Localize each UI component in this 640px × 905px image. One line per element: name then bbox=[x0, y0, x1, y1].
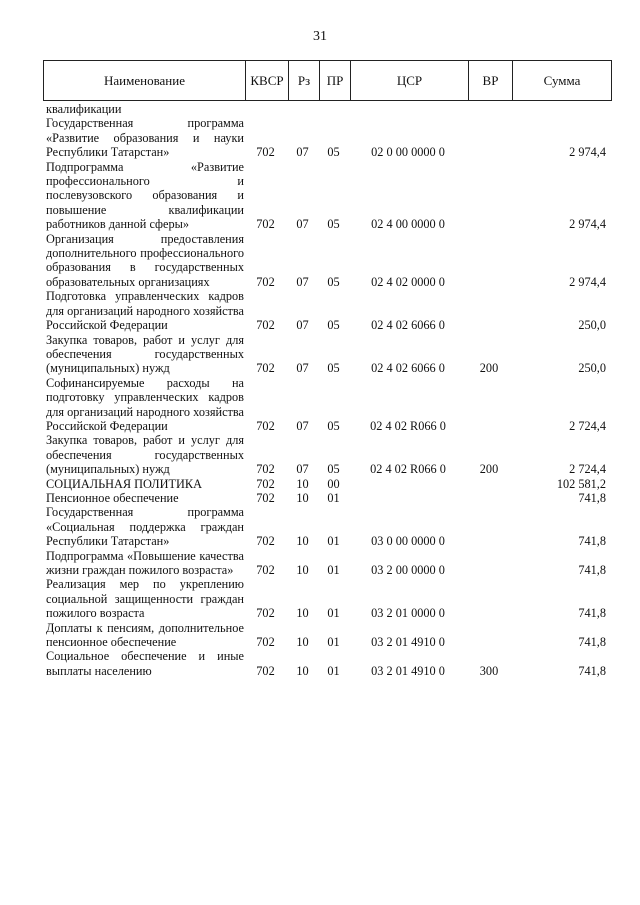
row-sum: 741,8 bbox=[578, 606, 606, 621]
row-name: Государственная программа «Социальная поддержка граждан Республики Татарстан» bbox=[46, 505, 244, 549]
row-rz: 07 bbox=[296, 318, 309, 333]
row-name: Реализация мер по укреплению социальной защищенности граждан пожилого возраста bbox=[46, 577, 244, 621]
header-sum: Сумма bbox=[512, 61, 611, 100]
table-row bbox=[46, 376, 606, 434]
row-kvsr: 702 bbox=[256, 418, 275, 433]
table-row bbox=[46, 433, 606, 476]
table-row bbox=[46, 577, 606, 620]
row-name: Подпрограмма «Развитие профессионального и послевузовского образования и повышение квалификации работников данной сферы» bbox=[46, 159, 244, 232]
row-rz: 10 bbox=[296, 635, 309, 650]
table-row bbox=[46, 232, 606, 290]
row-pr: 00 bbox=[327, 476, 340, 491]
row-rz: 07 bbox=[296, 418, 309, 433]
row-vr: 300 bbox=[479, 663, 499, 678]
table-body bbox=[46, 102, 606, 678]
row-sum: 741,8 bbox=[578, 490, 606, 505]
table-row bbox=[46, 102, 606, 116]
row-pr: 05 bbox=[327, 274, 340, 289]
row-csr: 02 4 00 0000 0 bbox=[371, 217, 445, 232]
header-rz: Рз bbox=[288, 61, 319, 100]
table-row bbox=[46, 333, 606, 376]
row-csr: 02 4 02 6066 0 bbox=[371, 318, 445, 333]
row-sum: 741,8 bbox=[578, 663, 606, 678]
row-sum: 250,0 bbox=[578, 318, 606, 333]
header-vr: ВР bbox=[468, 61, 512, 100]
row-rz: 10 bbox=[296, 606, 309, 621]
row-sum: 2 974,4 bbox=[569, 274, 606, 289]
row-sum: 2 724,4 bbox=[569, 418, 606, 433]
table-row bbox=[46, 491, 606, 505]
row-name: квалификации bbox=[46, 102, 122, 116]
header-kvsr: КВСР bbox=[245, 61, 288, 100]
row-sum: 741,8 bbox=[578, 635, 606, 650]
row-name: Социальное обеспечение и иные выплаты населению bbox=[46, 649, 244, 678]
row-kvsr: 702 bbox=[256, 606, 275, 621]
table-row bbox=[46, 621, 606, 650]
row-kvsr: 702 bbox=[256, 476, 275, 491]
row-kvsr: 702 bbox=[256, 318, 275, 333]
row-name: Закупка товаров, работ и услуг для обеспечения государственных (муниципальных) нужд bbox=[46, 332, 244, 376]
row-rz: 07 bbox=[296, 274, 309, 289]
row-rz: 07 bbox=[296, 462, 309, 477]
row-csr: 03 2 01 4910 0 bbox=[371, 635, 445, 650]
row-name: Организация предоставления дополнительного профессионального образования в государственных образовательных организациях bbox=[46, 231, 244, 289]
table-row bbox=[46, 116, 606, 159]
row-kvsr: 702 bbox=[256, 635, 275, 650]
row-pr: 01 bbox=[327, 606, 340, 621]
row-kvsr: 702 bbox=[256, 361, 275, 376]
row-rz: 10 bbox=[296, 476, 309, 491]
row-kvsr: 702 bbox=[256, 462, 275, 477]
row-csr: 02 0 00 0000 0 bbox=[371, 145, 445, 160]
row-sum: 250,0 bbox=[578, 361, 606, 376]
table-row bbox=[46, 505, 606, 548]
row-csr: 03 2 00 0000 0 bbox=[371, 563, 445, 577]
page-number: 31 bbox=[313, 29, 327, 44]
row-csr: 02 4 02 R066 0 bbox=[370, 462, 446, 477]
table-row bbox=[46, 289, 606, 332]
row-pr: 05 bbox=[327, 145, 340, 160]
table-row bbox=[46, 160, 606, 232]
row-name: Закупка товаров, работ и услуг для обеспечения государственных (муниципальных) нужд bbox=[46, 433, 244, 477]
row-kvsr: 702 bbox=[256, 490, 275, 505]
row-pr: 01 bbox=[327, 563, 340, 577]
header-csr: ЦСР bbox=[350, 61, 468, 100]
row-pr: 05 bbox=[327, 462, 340, 477]
row-name: СОЦИАЛЬНАЯ ПОЛИТИКА bbox=[46, 476, 203, 491]
row-name: Государственная программа «Развитие образования и науки Республики Татарстан» bbox=[46, 116, 244, 160]
row-csr: 03 2 01 0000 0 bbox=[371, 606, 445, 621]
row-csr: 02 4 02 6066 0 bbox=[371, 361, 445, 376]
row-csr: 03 2 01 4910 0 bbox=[371, 663, 445, 678]
row-pr: 01 bbox=[327, 635, 340, 650]
row-pr: 05 bbox=[327, 217, 340, 232]
row-kvsr: 702 bbox=[256, 563, 275, 577]
row-pr: 05 bbox=[327, 361, 340, 376]
row-pr: 05 bbox=[327, 318, 340, 333]
row-name: Подпрограмма «Повышение качества жизни граждан пожилого возраста» bbox=[46, 548, 244, 577]
row-sum: 741,8 bbox=[578, 534, 606, 549]
row-vr: 200 bbox=[479, 361, 499, 376]
header-name: Наименование bbox=[104, 72, 185, 88]
row-pr: 01 bbox=[327, 663, 340, 678]
row-rz: 10 bbox=[296, 663, 309, 678]
row-rz: 10 bbox=[296, 490, 309, 505]
row-rz: 07 bbox=[296, 217, 309, 232]
row-pr: 05 bbox=[327, 418, 340, 433]
table-header bbox=[43, 60, 612, 101]
table-row bbox=[46, 649, 606, 678]
row-sum: 102 581,2 bbox=[556, 476, 606, 491]
row-vr: 200 bbox=[479, 462, 499, 477]
row-rz: 10 bbox=[296, 534, 309, 549]
row-name: Софинансируемые расходы на подготовку управленческих кадров для организаций народного хозяйства Российской Федерации bbox=[46, 375, 244, 433]
row-csr: 02 4 02 0000 0 bbox=[371, 274, 445, 289]
row-sum: 2 724,4 bbox=[569, 462, 606, 477]
row-rz: 10 bbox=[296, 563, 309, 577]
row-pr: 01 bbox=[327, 490, 340, 505]
row-name: Пенсионное обеспечение bbox=[46, 490, 179, 505]
row-csr: 03 0 00 0000 0 bbox=[371, 534, 445, 549]
row-sum: 2 974,4 bbox=[569, 217, 606, 232]
row-rz: 07 bbox=[296, 145, 309, 160]
row-kvsr: 702 bbox=[256, 145, 275, 160]
header-pr: ПР bbox=[319, 61, 350, 100]
row-kvsr: 702 bbox=[256, 274, 275, 289]
row-kvsr: 702 bbox=[256, 217, 275, 232]
table-row bbox=[46, 549, 606, 578]
row-kvsr: 702 bbox=[256, 534, 275, 549]
row-pr: 01 bbox=[327, 534, 340, 549]
row-rz: 07 bbox=[296, 361, 309, 376]
table-row bbox=[46, 477, 606, 491]
row-kvsr: 702 bbox=[256, 663, 275, 678]
row-sum: 741,8 bbox=[578, 563, 606, 577]
row-name: Доплаты к пенсиям, дополнительное пенсионное обеспечение bbox=[46, 620, 244, 650]
row-csr: 02 4 02 R066 0 bbox=[370, 418, 446, 433]
row-name: Подготовка управленческих кадров для организаций народного хозяйства Российской Федерации bbox=[46, 289, 244, 333]
row-sum: 2 974,4 bbox=[569, 145, 606, 160]
